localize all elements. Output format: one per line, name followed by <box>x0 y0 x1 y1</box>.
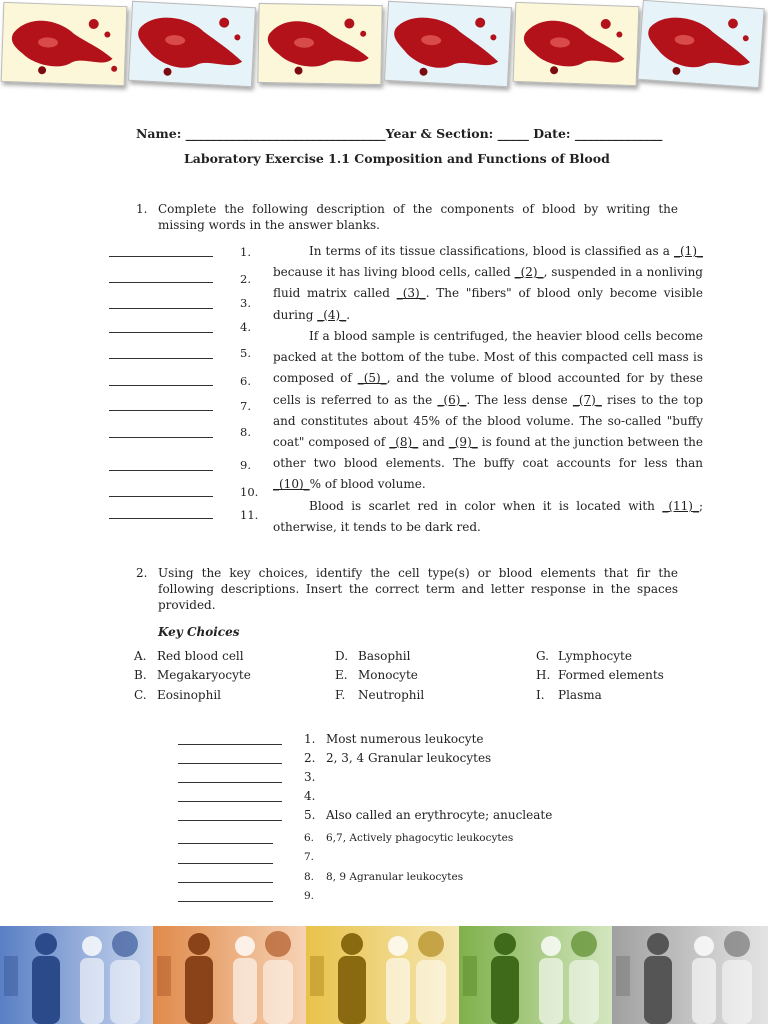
key-choice-label: Basophil <box>358 649 411 663</box>
blank-number: 7. <box>240 399 251 413</box>
key-choice-label: Lymphocyte <box>558 649 632 663</box>
blood-splatter-image <box>384 1 512 87</box>
q2-answer-blank-7[interactable] <box>178 863 273 864</box>
q1-paragraph-1 <box>273 241 703 326</box>
q2-item-number: 2. <box>304 751 316 765</box>
blood-splatter-banner <box>0 0 768 100</box>
anatomy-panel-gray <box>612 926 768 1024</box>
q2-answer-blank-1[interactable] <box>178 744 282 745</box>
anatomy-panel-yellow <box>306 926 459 1024</box>
fill-in-2: _(2)_ <box>514 265 544 280</box>
fill-in-9: _(9)_ <box>448 435 478 450</box>
q2-answer-blank-6[interactable] <box>178 843 273 844</box>
q1-paragraph-2 <box>273 326 703 496</box>
answer-blank-5[interactable] <box>109 358 213 359</box>
blank-number: 5. <box>240 346 251 360</box>
name-year-date-line: Name: ________________________________Year & Section: _____ Date: ______________ <box>136 126 663 141</box>
key-choice-letter: B. <box>134 668 147 682</box>
key-choice-letter: H. <box>536 668 551 682</box>
blank-number: 11. <box>240 508 259 522</box>
fill-in-8: _(8)_ <box>389 435 419 450</box>
paragraph-text: Blood is scarlet red in color when it is located with <box>309 499 663 513</box>
answer-blank-9[interactable] <box>109 470 213 471</box>
blood-splatter-image <box>257 3 382 85</box>
q2-answer-blank-3[interactable] <box>178 782 282 783</box>
key-choice-label: Red blood cell <box>157 649 244 663</box>
paragraph-text: is found at the junction between the other two blood elements. The buffy coat accounts for less than <box>273 435 703 471</box>
answer-blank-7[interactable] <box>109 410 213 411</box>
q2-item-text: 2, 3, 4 Granular leukocytes <box>326 751 492 765</box>
q2-item-number: 6. <box>304 832 315 844</box>
blood-splatter-image <box>1 2 128 86</box>
fill-in-5: _(5)_ <box>357 371 387 386</box>
key-choice-letter: I. <box>536 688 545 702</box>
q2-item-number: 5. <box>304 808 316 822</box>
q2-item-number: 4. <box>304 789 316 803</box>
anatomy-panel-orange <box>153 926 306 1024</box>
paragraph-text: ; otherwise, it tends to be dark red. <box>273 499 703 535</box>
answer-blank-11[interactable] <box>109 518 213 519</box>
blank-number: 1. <box>240 245 251 259</box>
blank-number: 2. <box>240 272 251 286</box>
q1-number: 1. <box>136 202 148 216</box>
paragraph-text: . The less dense <box>466 392 573 407</box>
q2-item-text: Also called an erythrocyte; anucleate <box>326 808 553 822</box>
blank-number: 4. <box>240 320 251 334</box>
fill-in-10: _(10)_ <box>273 477 310 492</box>
paragraph-text: % of blood volume. <box>309 477 426 492</box>
key-choice-letter: G. <box>536 649 549 663</box>
key-choice-label: Eosinophil <box>157 688 222 702</box>
q2-answer-blank-8[interactable] <box>178 882 273 883</box>
q2-item-number: 8. <box>304 871 315 883</box>
blank-number: 10. <box>240 485 259 499</box>
paragraph-text: If a blood sample is centrifuged, the heavier blood cells become packed at the bottom of the tube. Most of this compacted cell mass is composed of <box>273 329 703 386</box>
paragraph-text: because it has living blood cells, called <box>273 265 515 280</box>
q2-number: 2. <box>136 566 148 580</box>
answer-blank-6[interactable] <box>109 385 213 386</box>
q1-paragraph-3 <box>273 496 703 538</box>
answer-blank-10[interactable] <box>109 496 213 497</box>
q1-instruction: Complete the following description of the components of blood by writing the missing words in the answer blanks. <box>158 202 678 232</box>
anatomy-panel-green <box>459 926 612 1024</box>
paragraph-text: , suspended in a nonliving fluid matrix called <box>273 265 703 301</box>
fill-in-11: _(11)_ <box>662 499 699 513</box>
key-choice-label: Formed elements <box>558 668 664 682</box>
blank-number: 3. <box>240 296 251 310</box>
paragraph-text: rises to the top and constitutes about 45% of the blood volume. The so-called "buffy coat" composed of <box>273 392 704 450</box>
q2-item-text: 8, 9 Agranular leukocytes <box>326 871 464 883</box>
q2-item-text: Most numerous leukocyte <box>326 732 484 746</box>
q2-item-number: 9. <box>304 890 315 902</box>
answer-blank-8[interactable] <box>109 437 213 438</box>
anatomy-footer-banner <box>0 926 768 1024</box>
key-choices-title: Key Choices <box>158 625 240 639</box>
q2-answer-blank-2[interactable] <box>178 763 282 764</box>
q2-item-number: 7. <box>304 851 315 863</box>
q2-item-number: 1. <box>304 732 316 746</box>
q2-instruction: Using the key choices, identify the cell type(s) or blood elements that fir the following descriptions. Insert the correct term and letter response in the spaces provided. <box>158 566 678 612</box>
key-choice-label: Neutrophil <box>358 688 425 702</box>
fill-in-3: _(3)_ <box>396 286 426 301</box>
q2-answer-blank-9[interactable] <box>178 901 273 902</box>
key-choice-label: Monocyte <box>358 668 418 682</box>
key-choice-label: Plasma <box>558 688 602 702</box>
paragraph-text: and <box>418 435 449 450</box>
blank-number: 8. <box>240 425 251 439</box>
answer-blank-2[interactable] <box>109 282 213 283</box>
key-choice-letter: A. <box>134 649 147 663</box>
key-choice-letter: C. <box>134 688 147 702</box>
q2-answer-blank-4[interactable] <box>178 801 282 802</box>
fill-in-6: _(6)_ <box>437 392 467 407</box>
paragraph-text: , and the volume of blood accounted for by these cells is referred to as the <box>273 371 704 407</box>
q2-answer-blank-5[interactable] <box>178 820 282 821</box>
blood-splatter-image <box>513 2 640 86</box>
blank-number: 6. <box>240 374 251 388</box>
q2-item-text: 6,7, Actively phagocytic leukocytes <box>326 832 514 844</box>
blank-number: 9. <box>240 458 251 472</box>
key-choice-letter: E. <box>335 668 348 682</box>
answer-blank-4[interactable] <box>109 332 213 333</box>
key-choice-label: Megakaryocyte <box>157 668 251 682</box>
paragraph-text: . <box>346 307 351 322</box>
anatomy-panel-blue <box>0 926 153 1024</box>
answer-blank-1[interactable] <box>109 256 213 257</box>
page-title: Laboratory Exercise 1.1 Composition and Functions of Blood <box>184 151 610 166</box>
blood-splatter-image <box>637 0 764 88</box>
fill-in-4: _(4)_ <box>317 307 347 322</box>
q2-item-number: 3. <box>304 770 316 784</box>
answer-blank-3[interactable] <box>109 308 213 309</box>
paragraph-text: In terms of its tissue classifications, blood is classified as a <box>309 244 674 258</box>
blood-splatter-image <box>128 1 256 87</box>
key-choice-letter: F. <box>335 688 346 702</box>
fill-in-1: _(1)_ <box>674 244 703 258</box>
key-choice-letter: D. <box>335 649 349 663</box>
fill-in-7: _(7)_ <box>572 392 602 407</box>
paragraph-text: . The "fibers" of blood only become visible during <box>273 286 703 322</box>
